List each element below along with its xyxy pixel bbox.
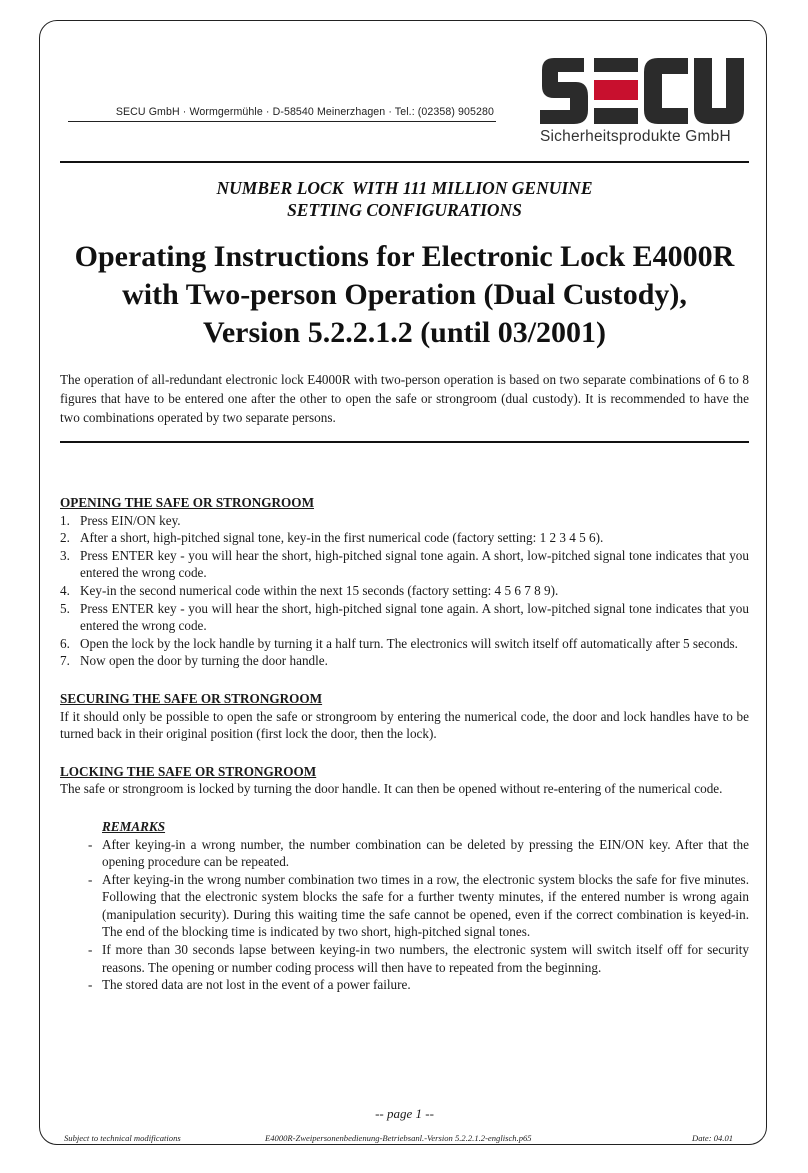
subtitle-line-1: NUMBER LOCK WITH 111 MILLION GENUINE [216, 178, 593, 198]
section-rule [60, 441, 749, 443]
step-item: 6. Open the lock by the lock handle by turning it a half turn. The electronics will switch itself off automatically after 5 seconds. [60, 635, 738, 651]
step-item: 4. Key-in the second numerical code within the next 15 seconds (factory setting: 4 5 6 7 8 9). [60, 582, 559, 598]
document-subtitle [60, 177, 749, 221]
page-number: -- page 1 -- [375, 1106, 434, 1121]
header-rule [60, 161, 749, 163]
footer-center: E4000R-Zweipersonenbedienung-Betriebsanl.-Version 5.2.2.1.2-englisch.p65 [265, 1133, 532, 1143]
instructions-body [60, 494, 749, 994]
secu-logo-graphic [538, 56, 748, 128]
step-item: 1. Press EIN/ON key. [60, 512, 181, 528]
locking-section [60, 763, 749, 798]
subtitle-line-2: SETTING CONFIGURATIONS [287, 200, 522, 220]
securing-section [60, 690, 749, 743]
remark-item: - After keying-in a wrong number, the number combination can be deleted by pressing the EIN/ON key. After that the opening procedure can be repeated. [88, 836, 749, 870]
intro-paragraph: The operation of all-redundant electronic lock E4000R with two-person operation is based on two separate combinations of 6 to 8 figures that have to be entered one after the other to open the safe or strongroom (dual custody). It is recommended to have the two combinations operated by two separate persons. [60, 372, 749, 425]
remark-item: - After keying-in the wrong number combination two times in a row, the electronic system blocks the safe for five minutes. Following that the electronic system blocks the safe for a further twenty minutes, if the entered number is wrong again (manipulation security). During this waiting time the safe cannot be opened, even if the correct combination is keyed-in. The end of the blocking time is indicated by two short, high-pitched signal tones. [88, 871, 749, 940]
opening-heading: OPENING THE SAFE OR STRONGROOM [60, 495, 315, 510]
title-line-3: Version 5.2.2.1.2 (until 03/2001) [202, 316, 607, 349]
securing-text: If it should only be possible to open the safe or strongroom by entering the numerical code, the door and lock handles have to be turned back in their original position (first lock the door, then the lock). [60, 708, 749, 742]
footer-right: Date: 04.01 [692, 1133, 734, 1143]
remarks-section [60, 818, 749, 994]
step-item: 3. Press ENTER key - you will hear the short, high-pitched signal tone again. A short, low-pitched signal tone indicates that you entered the wrong code. [60, 547, 749, 581]
locking-text: The safe or strongroom is locked by turning the door handle. It can then be opened without re-entering of the numerical code. [60, 781, 723, 797]
opening-steps [60, 512, 749, 670]
footer-left: Subject to technical modifications [64, 1133, 181, 1143]
remarks-list [86, 836, 749, 994]
securing-heading: SECURING THE SAFE OR STRONGROOM [60, 690, 323, 706]
document-title [60, 238, 749, 352]
step-item: 2. After a short, high-pitched signal tone, key-in the first numerical code (factory setting: 1 2 3 4 5 6). [60, 530, 604, 546]
company-address: SECU GmbH · Wormgermühle · D-58540 Meinerzhagen · Tel.: (02358) 905280 [68, 106, 496, 122]
remark-item: - If more than 30 seconds lapse between keying-in two numbers, the electronic system will switch itself off for security reasons. The opening or number coding process will then have to repeated from the beginning. [88, 942, 749, 975]
step-item: 7. Now open the door by turning the door handle. [60, 653, 328, 669]
remarks-heading: REMARKS [102, 818, 166, 834]
locking-heading: LOCKING THE SAFE OR STRONGROOM [60, 763, 317, 779]
remark-item: - The stored data are not lost in the event of a power failure. [88, 977, 411, 993]
title-line-1: Operating Instructions for Electronic Lock E4000R [74, 240, 735, 273]
step-item: 5. Press ENTER key - you will hear the short, high-pitched signal tone again. A short, low-pitched signal tone indicates that you entered the wrong code. [60, 600, 749, 634]
logo-subtitle: Sicherheitsprodukte GmbH [540, 128, 731, 145]
title-line-2: with Two-person Operation (Dual Custody), [122, 278, 687, 311]
